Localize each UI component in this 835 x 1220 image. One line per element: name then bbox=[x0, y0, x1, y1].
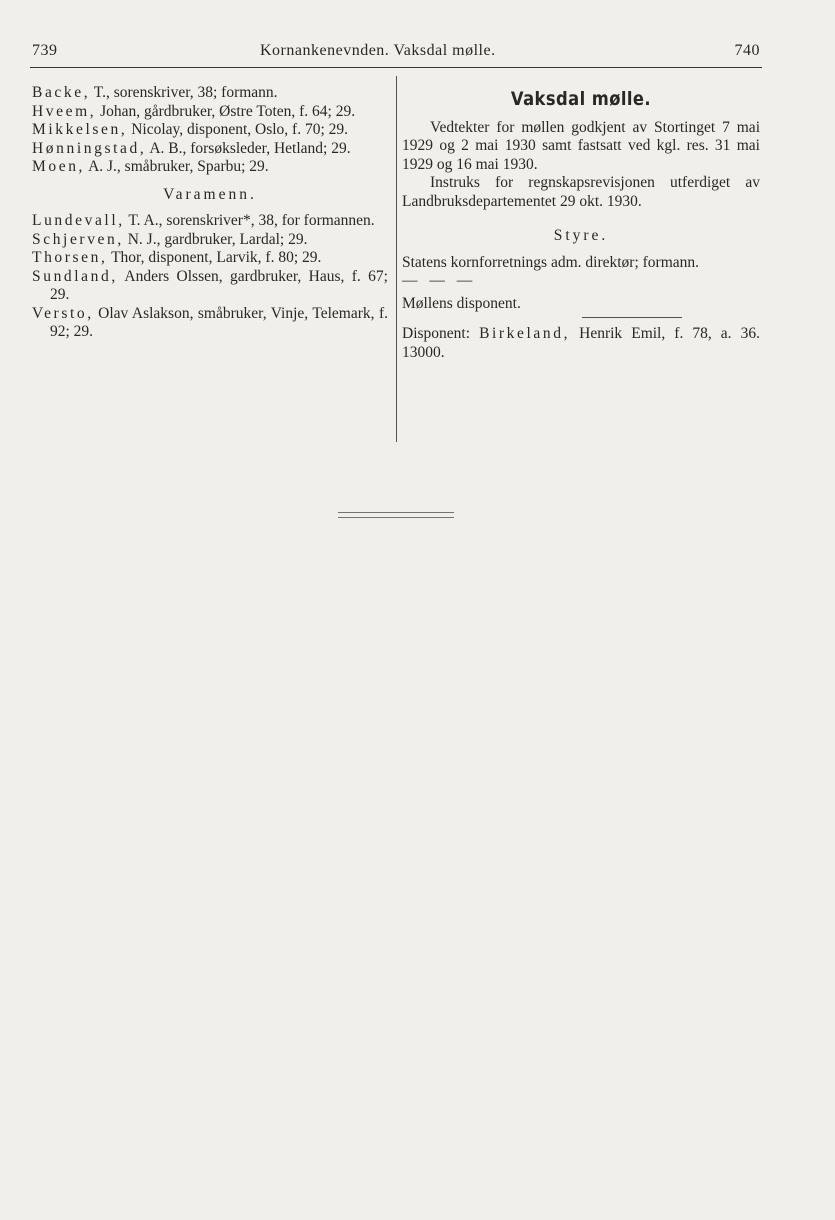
varamann-details: Olav Aslakson, småbruker, Vinje, Telemark, f. 92; 29. bbox=[50, 304, 388, 340]
member-name: Moen, bbox=[32, 158, 86, 175]
varamann-name: Lundevall, bbox=[32, 212, 125, 229]
short-rule bbox=[582, 317, 682, 318]
varamann-details: Thor, disponent, Larvik, f. 80; 29. bbox=[107, 249, 322, 266]
varamann-name: Sundland, bbox=[32, 267, 118, 285]
varamann-name: Thorsen, bbox=[32, 249, 108, 266]
member-entry bbox=[32, 158, 388, 177]
member-name: Hveem, bbox=[32, 102, 97, 120]
section-title: Vaksdal mølle. bbox=[510, 88, 652, 110]
member-details: A. J., småbruker, Sparbu; 29. bbox=[85, 158, 269, 175]
right-column bbox=[402, 90, 760, 362]
varamann-entry bbox=[32, 212, 388, 231]
varamann-details: N. J., gardbruker, Lardal; 29. bbox=[123, 230, 308, 248]
member-entry bbox=[32, 121, 388, 140]
varamann-details: T. A., sorenskriver*, 38, for formannen. bbox=[124, 212, 375, 229]
member-name: Backe, bbox=[32, 84, 91, 101]
varamann-entry bbox=[32, 249, 388, 268]
member-entry bbox=[32, 140, 388, 159]
varamann-name: Versto, bbox=[32, 304, 94, 322]
disponent-details: Henrik Emil, f. 78, a. 36. 13000. bbox=[402, 325, 760, 361]
member-details: Nicolay, disponent, Oslo, f. 70; 29. bbox=[127, 121, 349, 138]
varamenn-heading: Varamenn. bbox=[163, 185, 257, 203]
varamann-details: Anders Olssen, gardbruker, Haus, f. 67; 29. bbox=[50, 267, 388, 303]
member-entry bbox=[32, 103, 388, 122]
statutes-paragraph: Vedtekter for møllen godkjent av Stortinget 7 mai 1929 og 2 mai 1930 samt fastsatt ved kgl. res. 31 mai 1929 og 16 mai 1930. bbox=[402, 118, 760, 173]
page-header bbox=[32, 42, 760, 64]
member-details: T., sorenskriver, 38; formann. bbox=[90, 84, 278, 101]
mollens-disponent: Møllens disponent. bbox=[402, 294, 521, 312]
end-rule-bottom bbox=[338, 517, 454, 518]
header-rule bbox=[30, 67, 762, 68]
varamann-entry bbox=[32, 268, 388, 305]
disponent-label: Disponent: bbox=[402, 325, 480, 342]
instructions-paragraph: Instruks for regnskapsrevisjonen utferdiget av Landbruksdepartementet 29 okt. 1930. bbox=[402, 174, 760, 210]
varamann-name: Schjerven, bbox=[32, 230, 124, 248]
styre-heading: Styre. bbox=[553, 227, 609, 244]
left-column bbox=[32, 84, 388, 342]
varamann-entry bbox=[32, 305, 388, 342]
page-number-right: 740 bbox=[734, 42, 760, 59]
disponent-name: Birkeland, bbox=[479, 325, 571, 342]
page-number-left: 739 bbox=[32, 42, 58, 59]
disponent-entry bbox=[402, 325, 760, 362]
varamann-entry bbox=[32, 231, 388, 250]
dash-separator: — — — bbox=[402, 272, 477, 289]
member-name: Hønningstad, bbox=[32, 139, 147, 157]
styre-text bbox=[402, 254, 760, 273]
member-entry bbox=[32, 84, 388, 103]
member-details: A. B., forsøksleder, Hetland; 29. bbox=[146, 139, 351, 157]
member-name: Mikkelsen, bbox=[32, 121, 128, 138]
styre-text-content: Statens kornforretnings adm. direktør; formann. bbox=[402, 253, 700, 271]
end-rule-top bbox=[338, 512, 454, 513]
member-details: Johan, gårdbruker, Østre Toten, f. 64; 29. bbox=[96, 102, 356, 120]
column-divider bbox=[396, 76, 397, 442]
running-title: Kornankenevnden. Vaksdal mølle. bbox=[260, 42, 496, 59]
